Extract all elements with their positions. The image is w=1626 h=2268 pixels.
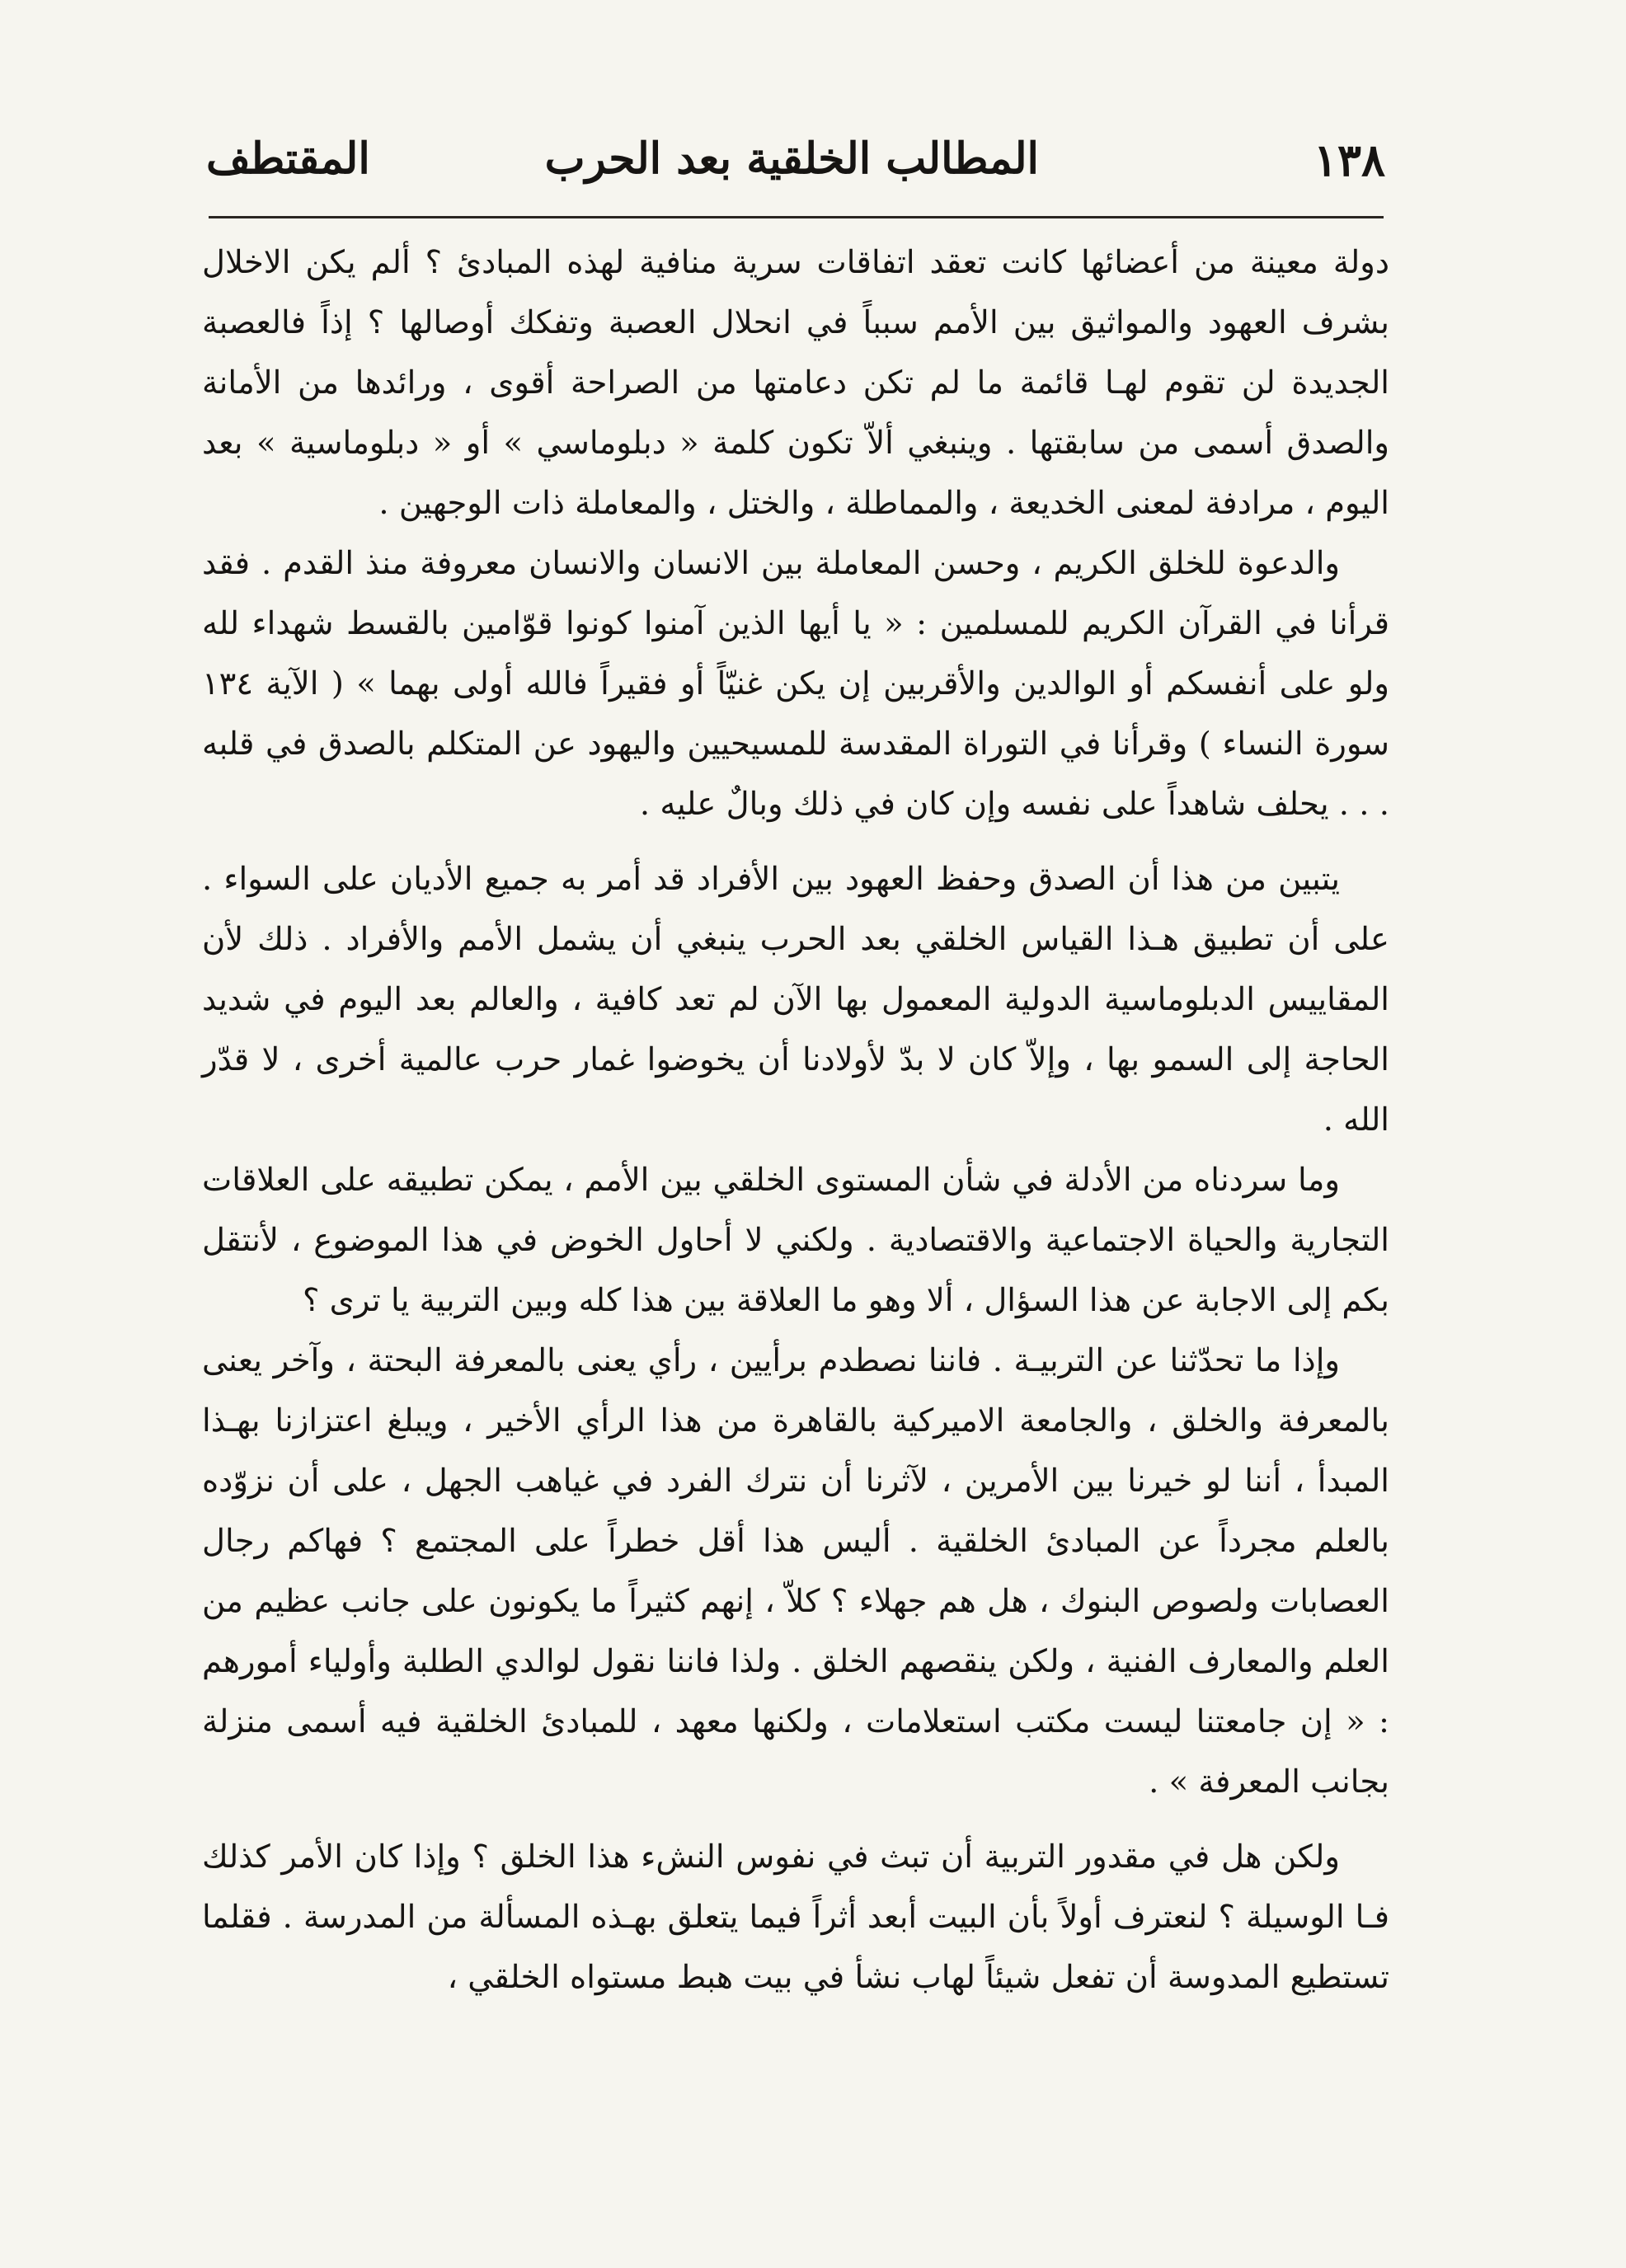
article-body [202, 232, 1389, 2007]
page-number: ١٣٨ [1313, 134, 1385, 186]
paragraph-4: وما سردناه من الأدلة في شأن المستوى الخلقي بين الأمم ، يمكن تطبيقه على العلاقات التجارية والحياة الاجتماعية والاقتصادية . ولكني لا أحاول الخوض في هذا الموضوع ، لأنتقل بكم إلى الاجابة عن هذا السؤال ، ألا وهو ما العلاقة بين هذا كله وبين التربية يا ترى ؟ [202, 1162, 1389, 1319]
header-divider [209, 216, 1384, 218]
journal-name: المقتطف [206, 134, 370, 184]
paragraph-2: والدعوة للخلق الكريم ، وحسن المعاملة بين الانسان والانسان معروفة منذ القدم . فقد قرأنا في القرآن الكريم للمسلمين : « يا أيها الذين آمنوا كونوا قوّامين بالقسط شهداء لله ولو على أنفسكم أو الوالدين والأقربين إن يكن غنيّاً أو فقيراً فالله أولى بهما » ( الآية ١٣٤ سورة النساء ) وقرأنا في التوراة المقدسة للمسيحيين واليهود عن المتكلم بالصدق في قلبه . . . يحلف شاهداً على نفسه وإن كان في ذلك وبالٌ عليه . [202, 545, 1390, 823]
paragraph-6: ولكن هل في مقدور التربية أن تبث في نفوس النشء هذا الخلق ؟ وإذا كان الأمر كذلك فـا الوسيلة ؟ لنعترف أولاً بأن البيت أبعد أثراً فيما يتعلق بهـذه المسألة من المدرسة . فقلما تستطيع المدوسة أن تفعل شيئاً لهاب نشأ في بيت هبط مستواه الخلقي ، [202, 1838, 1389, 1996]
page-header [206, 134, 1385, 191]
paragraph-3: يتبين من هذا أن الصدق وحفظ العهود بين الأفراد قد أمر به جميع الأديان على السواء . على أن تطبيق هـذا القياس الخلقي بعد الحرب ينبغي أن يشمل الأمم والأفراد . ذلك لأن المقاييس الدبلوماسية الدولية المعمول بها الآن لم تعد كافية ، والعالم بعد اليوم في شديد الحاجة إلى السمو بها ، وإلاّ كان لا بدّ لأولادنا أن يخوضوا غمار حرب عالمية أخرى ، لا قدّر الله . [202, 861, 1389, 1139]
paragraph-1: دولة معينة من أعضائها كانت تعقد اتفاقات سرية منافية لهذه المبادئ ؟ ألم يكن الاخلال بشرف العهود والمواثيق بين الأمم سبباً في انحلال العصبة وتفكك أوصالها ؟ إذاً فالعصبة الجديدة لن تقوم لهـا قائمة ما لم تكن دعامتها من الصراحة أقوى ، ورائدها من الأمانة والصدق أسمى من سابقتها . وينبغي ألاّ تكون كلمة « دبلوماسي » أو « دبلوماسية » بعد اليوم ، مرادفة لمعنى الخديعة ، والمماطلة ، والختل ، والمعاملة ذات الوجهين . [202, 244, 1389, 522]
paragraph-5: وإذا ما تحدّثنا عن التربيـة . فاننا نصطدم برأيين ، رأي يعنى بالمعرفة البحتة ، وآخر يعنى بالمعرفة والخلق ، والجامعة الاميركية بالقاهرة من هذا الرأي الأخير ، ويبلغ اعتزازنا بهـذا المبدأ ، أننا لو خيرنا بين الأمرين ، لآثرنا أن نترك الفرد في غياهب الجهل ، على أن نزوّده بالعلم مجرداً عن المبادئ الخلقية . أليس هذا أقل خطراً على المجتمع ؟ فهاكم رجال العصابات ولصوص البنوك ، هل هم جهلاء ؟ كلاّ ، إنهم كثيراً ما يكونون على جانب عظيم من العلم والمعارف الفنية ، ولكن ينقصهم الخلق . ولذا فاننا نقول لوالدي الطلبة وأولياء أمورهم : « إن جامعتنا ليست مكتب استعلامات ، ولكنها معهد ، للمبادئ الخلقية فيه أسمى منزلة بجانب المعرفة » . [202, 1342, 1389, 1801]
article-title: المطالب الخلقية بعد الحرب [544, 134, 1039, 184]
